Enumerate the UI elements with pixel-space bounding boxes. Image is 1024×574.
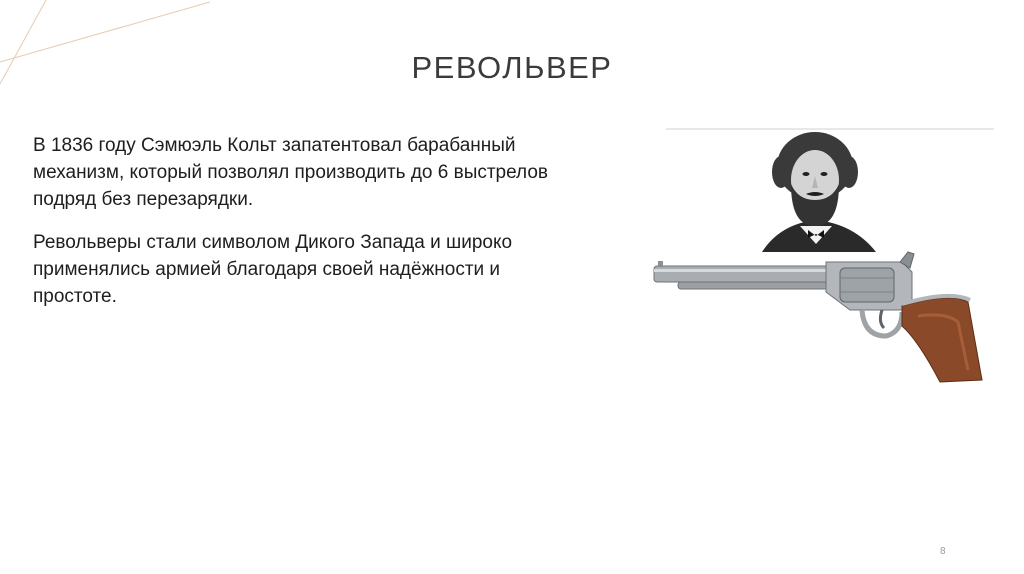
paragraph-wild-west: Револьверы стали символом Дикого Запада и широко применялись армией благодаря своей надёжности и простоте. [33, 232, 513, 307]
slide-title: РЕВОЛЬВЕР [411, 50, 613, 85]
slide-body [33, 132, 553, 326]
portrait-image [762, 132, 876, 252]
paragraph-colt-patent: В 1836 году Сэмюэль Кольт запатентовал барабанный механизм, который позволял производить до 6 выстрелов подряд без перезарядки. [33, 135, 549, 210]
revolver-image [654, 252, 982, 382]
revolver-illustration [650, 126, 994, 388]
page-number: 8 [940, 546, 946, 557]
